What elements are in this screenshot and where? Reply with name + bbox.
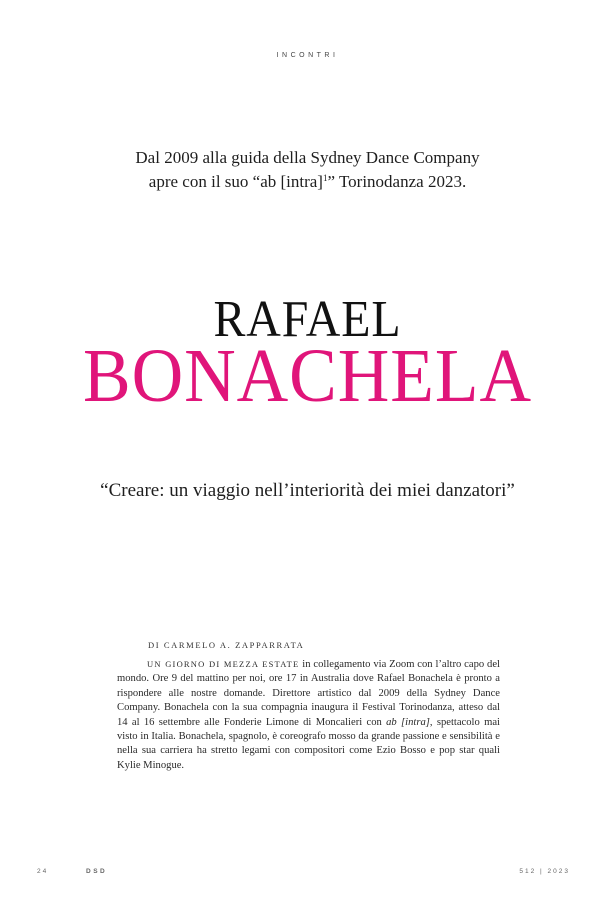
lead-in: UN GIORNO DI MEZZA ESTATE (147, 659, 300, 669)
title-last-name: BONACHELA (83, 334, 532, 418)
intro-line-2-end: ” Torinodanza 2023. (327, 172, 467, 191)
title-first-name: RAFAEL (213, 291, 402, 348)
intro-line-2-start: apre con il suo “ab [intra] (148, 172, 323, 191)
pull-quote: “Creare: un viaggio nell’interiorità dei miei danzatori” (100, 480, 515, 501)
intro-line-1: Dal 2009 alla guida della Sydney Dance Company (135, 148, 480, 167)
article-text-2: , spettacolo mai visto in Italia. Bonachela, spagnolo, è coreografo mosso da grande passione e sensibilità e nella sua carriera ha stretto legami con compositori come Ezio Bosso e pop star quali Kylie Minogue. (117, 716, 500, 771)
page-number: 24 (37, 868, 49, 875)
show-title: ab [intra] (386, 716, 430, 728)
footnote-marker: 1 (322, 173, 328, 183)
article-paragraph (117, 657, 500, 773)
article-body (117, 657, 500, 773)
byline: DI CARMELO A. ZAPPARRATA (148, 640, 305, 650)
article-text-1: in collegamento via Zoom con l’altro capo del mondo. Ore 9 del mattino per noi, ore 17 in Australia dove Rafael Bonachela è pronto a rispondere alle nostre domande. Direttore artistico dal 2009 della Sydney Dance Company. Bonachela con la sua compagnia inaugura il Festival Torinodanza, atteso dal 14 al 16 settembre alle Fonderie Limone di Moncalieri con (117, 659, 500, 728)
section-label: INCONTRI (276, 52, 339, 59)
intro-text (60, 146, 555, 194)
issue-number: 512 | 2023 (519, 868, 570, 875)
magazine-name: DSD (86, 868, 108, 875)
intro-line-2 (60, 170, 555, 194)
